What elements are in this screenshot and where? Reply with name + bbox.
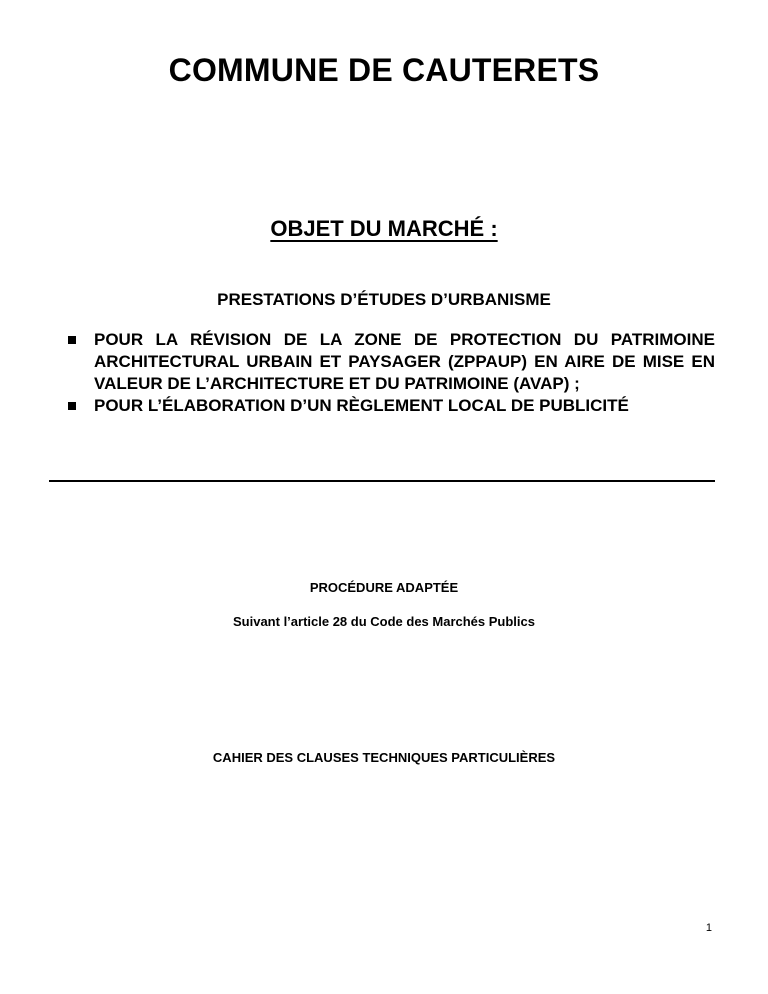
page-number: 1 xyxy=(705,922,712,934)
page-title: COMMUNE DE CAUTERETS xyxy=(168,52,600,88)
subheading: PRESTATIONS D’ÉTUDES D’URBANISME xyxy=(217,290,551,309)
list-item-text: POUR LA RÉVISION DE LA ZONE DE PROTECTION DU PATRIMOINE ARCHITECTURAL URBAIN ET PAYSAGER (ZPPAUP) EN AIRE DE MISE EN VALEUR DE L’ARCHITECTURE ET DU PATRIMOINE (AVAP) ; xyxy=(94,330,715,393)
object-heading-text: OBJET DU MARCHÉ : xyxy=(270,216,498,241)
list-item xyxy=(64,329,715,395)
article-reference: Suivant l’article 28 du Code des Marchés Publics xyxy=(233,614,535,629)
scope-list xyxy=(64,329,715,417)
horizontal-divider xyxy=(49,480,715,482)
document-type-label: CAHIER DES CLAUSES TECHNIQUES PARTICULIÈRES xyxy=(212,750,556,765)
square-bullet-icon xyxy=(68,402,76,410)
procedure-label: PROCÉDURE ADAPTÉE xyxy=(309,580,459,595)
object-heading xyxy=(0,216,768,242)
list-item-text: POUR L’ÉLABORATION D’UN RÈGLEMENT LOCAL DE PUBLICITÉ xyxy=(94,396,629,415)
list-item xyxy=(64,395,715,417)
square-bullet-icon xyxy=(68,336,76,344)
